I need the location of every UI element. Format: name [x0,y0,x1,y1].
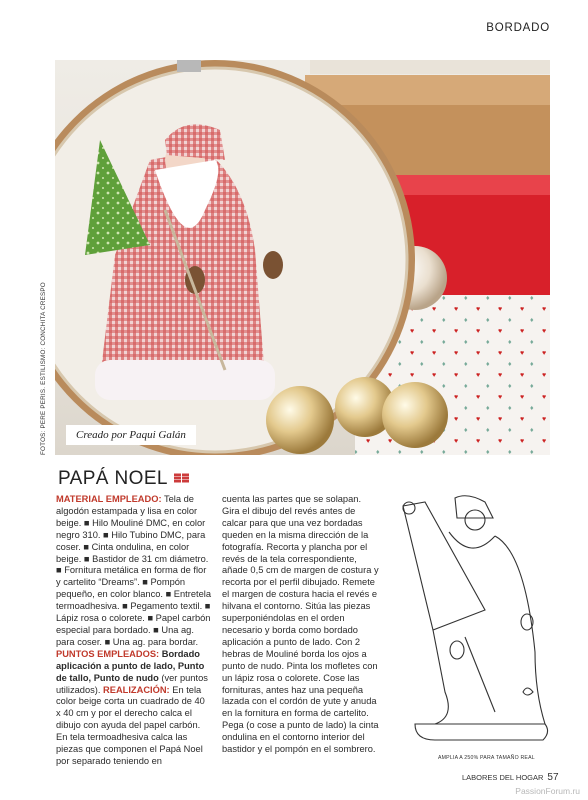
difficulty-icon [174,470,190,488]
points-label: PUNTOS EMPLEADOS: [56,648,160,659]
text-column-2: cuenta las partes que se solapan. Gira el dibujo del revés antes de calcar para que una vez bordadas queden en la misma dirección de la fotografía. Recorta y plancha por el revés de la tela correspondiente, añade 0,5 cm de margen de costura y recorta por el perfil dibujado. Remete el margen de costura hacia el revés e hilvana el contorno. Sitúa las piezas superponiéndolas en el orden necesario y borda como bordado aplicación a punto de lado. Con 2 hebras de Mouliné borda los ojos a punto de nudo. Pinta los mofletes con un lápiz rosa o colorete. Cose las fornituras, antes haz una pequeña lazada con el cordón de yute y anuda en la fornitura en forma de cartelito. Pega (o cose a punto de lado) la cinta ondulina en el contorno interior del bastidor y el pompón en el sombrero. [222,494,379,755]
magazine-name: LABORES DEL HOGAR [462,773,544,782]
section-tag: BORDADO [486,22,550,34]
points-bold: Bordado aplicación a punto de lado, Punto de tallo, Punto de nudo [56,648,205,683]
text-column-1 [56,494,212,768]
watermark: PassionForum.ru [515,786,580,796]
hero-photo [55,60,550,455]
material-label: MATERIAL EMPLEADO: [56,494,162,504]
page-footer [462,772,559,783]
santa-pattern-drawing [395,492,551,752]
article-title-row [58,468,190,490]
photo-caption: Creado por Paqui Galán [66,425,196,445]
photo-credit: FOTOS: PERE PERIS. ESTILISMO: CONCHITA CRESPO [40,282,47,455]
material-text: Tela de algodón estampada y lisa en color beige. ■ Hilo Mouliné DMC, en color negro 310. ■ Hilo Tubino DMC, para coser. ■ Cinta ondulina, en color beige. ■ Bastidor de 31 cm diámetro. ■ Fornitura metálica en forma de flor y cartelito “Dreams”. ■ Pompón pequeño, en color blanco. ■ Entretela termoadhesiva. ■ Pegamento textil. ■ Lápiz rosa o colorete. ■ Papel carbón especial para bordado. ■ Una ag. para coser. ■ Una ag. para bordar. [56,494,211,647]
page-number: 57 [547,772,559,783]
photo-illustration [55,60,550,455]
article-title: PAPÁ NOEL [58,468,168,489]
realization-label: REALIZACIÓN: [103,684,170,695]
realization-text: En tela color beige corta un cuadrado de 40 x 40 cm y por el derecho calca el dibujo con ayuda del papel carbón. En tela termoadhesiva calca las piezas que componen el Papá Noel por separado teniendo en [56,684,205,766]
enlarge-note: AMPLIA A 250% PARA TAMAÑO REAL [438,755,535,761]
points-text: (ver puntos utilizados). [56,672,208,695]
